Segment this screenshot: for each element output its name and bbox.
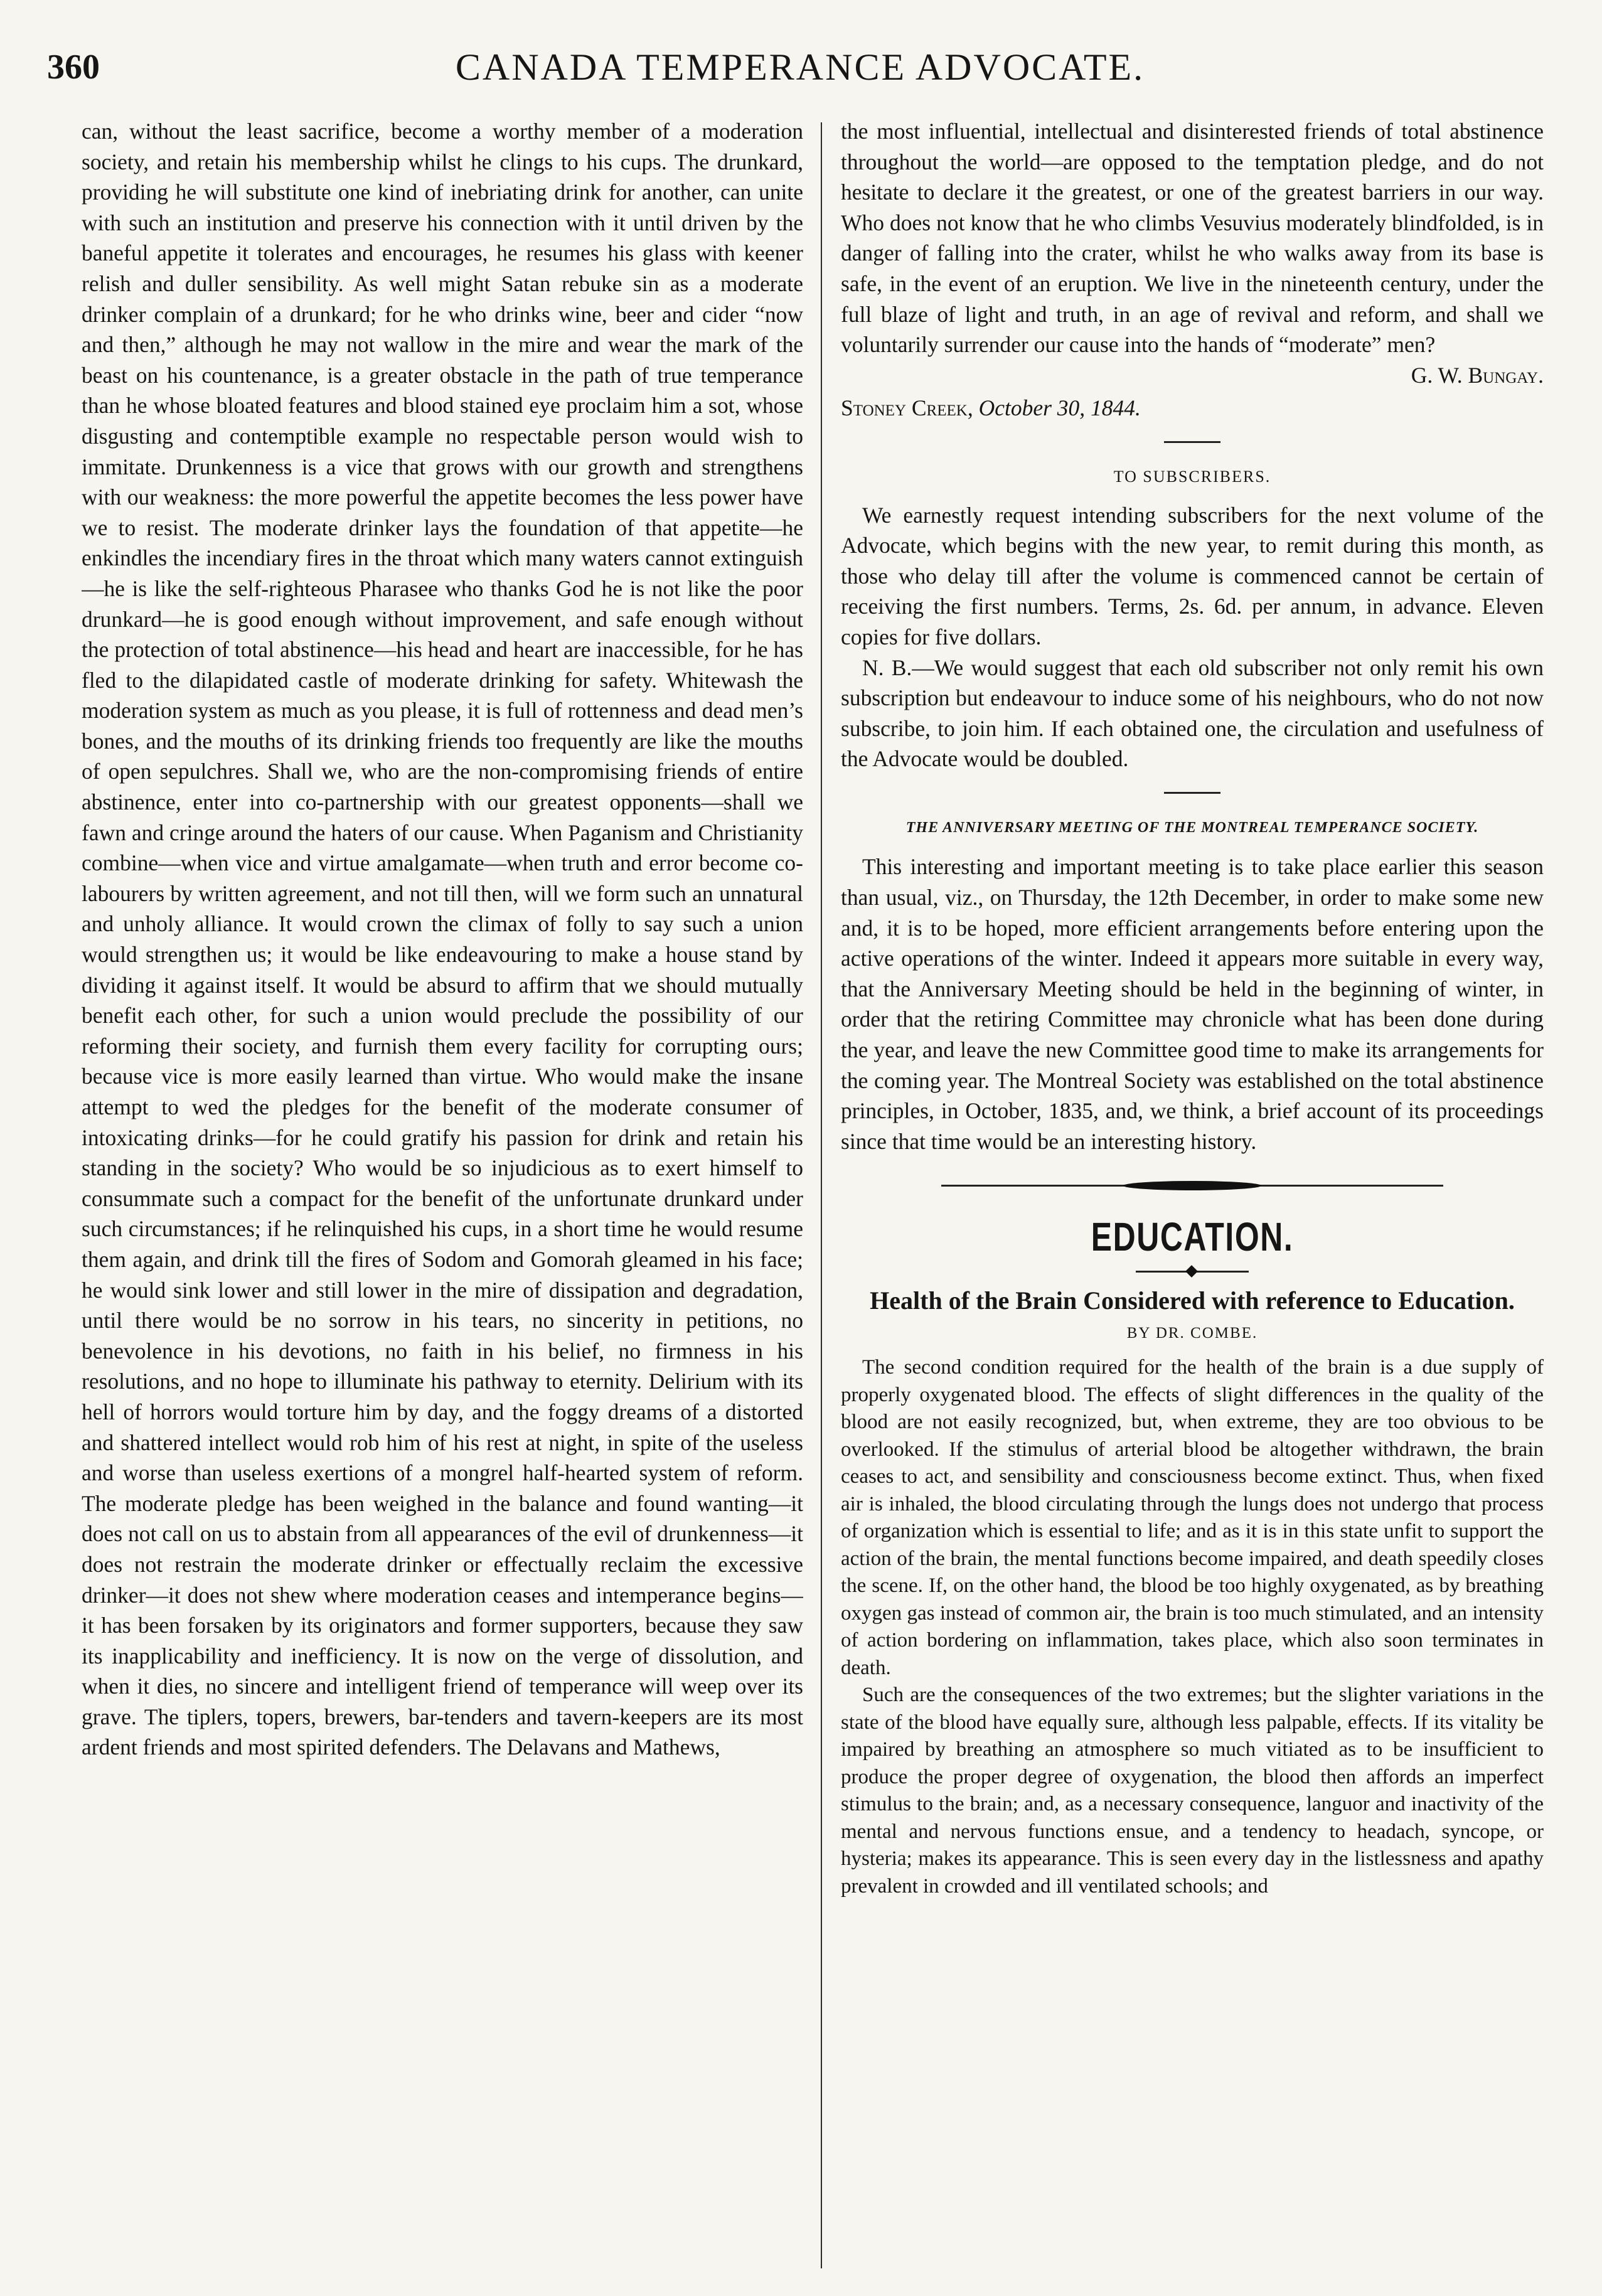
article-title: Health of the Brain Considered with reference to Education. — [870, 1286, 1515, 1315]
anniversary-heading: THE ANNIVERSARY MEETING OF THE MONTREAL TEMPERANCE SOCIETY. — [905, 819, 1479, 836]
article-continuation-paragraph: the most influential, intellectual and disinterested friends of total abstinence throughout the world—are opposed to the temptation pledge, and do not hesitate to declare it the greatest, or one of the greatest barriers in our way. Who does not know that he who climbs Vesuvius moderately blindfolded, is in danger of falling into the crater, whilst he who walks away from its base is safe, in the event of an eruption. We live in the nineteenth century, under the full blaze of light and truth, in an age of revival and reform, and shall we voluntarily surrender our cause into the hands of “moderate” men? — [841, 119, 1544, 358]
signature-line — [841, 360, 1544, 391]
subscribers-note-paragraph: N. B.—We would suggest that each old subscriber not only remit his own subscription but endeavour to induce some of his neighbours, who do not now subscribe, to join him. If each obtained one, the circulation and usefulness of the Advocate would be doubled. — [841, 654, 1544, 772]
page-number: 360 — [47, 48, 100, 87]
article-byline: BY DR. COMBE. — [1126, 1325, 1258, 1342]
column-divider — [821, 122, 822, 2268]
diamond-rule — [1136, 1264, 1249, 1278]
section-separator — [1164, 441, 1220, 443]
dateline — [841, 393, 1544, 424]
education-section-title: EDUCATION. — [1091, 1214, 1294, 1260]
subscribers-paragraph: We earnestly request intending subscribers for the next volume of the Advocate, which begins with the new year, to remit during this month, as those who delay till after the volume is commenced cannot be certain of receiving the first numbers. Terms, 2s. 6d. per annum, in advance. Eleven copies for five dollars. — [841, 502, 1544, 649]
education-paragraph: Such are the consequences of the two extremes; but the slighter variations in the state of the blood have equally sure, although less palpable, effects. If its vitality be impaired by breathing an atmosphere so much vitiated as to be insufficient to produce the proper degree of oxygenation, the blood then affords an imperfect stimulus to the brain; and, as a necessary consequence, languor and inactivity of the mental and nervous functions ensue, and a tendency to headach, syncope, or hysteria; makes its appearance. This is seen every day in the listlessness and apathy prevalent in crowded and ill ventilated schools; and — [841, 1684, 1544, 1898]
dateline-place: Stoney Creek, — [841, 395, 973, 421]
author-signature: G. W. Bungay. — [1411, 362, 1544, 388]
ornamental-rule — [841, 1177, 1544, 1195]
section-separator — [1164, 792, 1220, 794]
article-continuation-paragraph: can, without the least sacrifice, become a worthy member of a moderation society, and retain his membership whilst he clings to his cups. The drunkard, providing he will substitute one kind of inebriating drink for another, can unite with such an institution and preserve his connection with it until driven by the baneful appetite it tolerates and encourages, he resumes his glass with keener relish and duller sensibility. As well might Satan rebuke sin as a moderate drinker complain of a drunkard; for he who drinks wine, beer and cider “now and then,” although he may not wallow in the mire and wear the mark of the beast on his countenance, is a greater obstacle in the path of true temperance than he whose bloated features and blood stained eye proclaim him a sot, whose disgusting and contemptible example no respectable person would wish to immitate. Drunkenness is a vice that grows with our growth and strengthens with our weakness: the more powerful the appetite becomes the less power have we to resist. The moderate drinker lays the foundation of that appetite—he enkindles the incendiary fires in the throat which many waters cannot extinguish—he is like the self-righteous Pharasee who thanks God he is not like the poor drunkard—he is good enough without improvement, and safe enough without the protection of total abstinence—his head and heart are inaccessible, for he has fled to the dilapidated castle of moderate drinking for safety. Whitewash the moderation system as much as you please, it is full of rottenness and dead men’s bones, and the mouths of its drinking friends too frequently are like the mouths of open sepulchres. Shall we, who are the non-compromising friends of entire abstinence, enter into co-partnership with our greatest opponents—shall we fawn and cringe around the haters of our cause. When Paganism and Christianity combine—when vice and virtue amalgamate—when truth and error become co-labourers by written agreement, and not till then, will we form such an unnatural and unholy alliance. It would crown the climax of folly to say such a union would strengthen us; it would be like endeavouring to make a house stand by dividing it against itself. It would be absurd to affirm that we should mutually benefit each other, for such a union would preclude the possibility of our reforming their society, and furnish them every facility for corrupting ours; because vice is more easily learned than virtue. Who would make the insane attempt to wed the pledges for the benefit of the moderate consumer of intoxicating drinks—for he could gratify his passion for drink and retain his standing in the society? Who would be so injudicious as to exert himself to consummate such a compact for the benefit of the unfortunate drunkard under such circumstances; if he relinquished his cups, in a short time he would resume them again, and drink till the fires of Sodom and Gomorah gleamed in his face; he would sink lower and still lower in the mire of dissipation and degradation, until there would be no sorrow in his tears, no sincerity in petitions, no benevolence in his devotions, no faith in his belief, no firmness in his resolutions, and no hope to illuminate his pathway to eternity. Delirium with its hell of horrors would torture him by day, and the foggy dreams of a distorted and shattered intellect would rob him of his rest at night, in spite of the useless and worse than useless exertions of a mongrel half-hearted system of reform. The moderate pledge has been weighed in the balance and found wanting—it does not call on us to abstain from all appearances of the evil of drunkenness—it does not restrain the moderate drinker or effectually reclaim the excessive drinker—it does not shew where moderation ceases and intemperance begins—it has been forsaken by its originators and former supporters, because they saw its inapplicability and inefficiency. It is now on the verge of dissolution, and when it dies, no sincere and intelligent friend of temperance will weep over its grave. The tiplers, topers, brewers, bar-tenders and tavern-keepers are its most ardent friends and most spirited defenders. The Delavans and Mathews, — [82, 119, 803, 1760]
dateline-date: October 30, 1844. — [978, 395, 1141, 421]
education-paragraph: The second condition required for the health of the brain is a due supply of properly oxygenated blood. The effects of slight differences in the quality of the blood are not easily recognized, but, when extreme, they are too obvious to be overlooked. If the stimulus of arterial blood be altogether withdrawn, the brain ceases to act, and sensibility and consciousness become extinct. Thus, when fixed air is inhaled, the blood circulating through the lungs does not undergo that process of organization which is essential to life; and as it is in this state unfit to support the action of the brain, the mental functions become impaired, and death speedily closes the scene. If, on the other hand, the blood be too highly oxygenated, as by breathing oxygen gas instead of common air, the brain is too much stimulated, and an intensity of action bordering on inflammation, takes place, which also soon terminates in death. — [841, 1356, 1544, 1679]
right-column — [841, 116, 1544, 2275]
subscribers-heading: TO SUBSCRIBERS. — [1113, 467, 1271, 486]
running-title: CANADA TEMPERANCE ADVOCATE. — [455, 46, 1145, 88]
left-column — [82, 116, 803, 2275]
education-article-body — [841, 1354, 1544, 1900]
anniversary-paragraph: This interesting and important meeting is to take place earlier this season than usual, viz., on Thursday, the 12th December, in order to make some new and, it is to be hoped, more efficient arrangements before entering upon the active operations of the winter. Indeed it appears more suitable in every way, that the Anniversary Meeting should be held in the beginning of winter, in order that the retiring Committee may chronicle what has been done during the year, and leave the new Committee good time to make its arrangements for the coming year. The Montreal Society was established on the total abstinence principles, in October, 1835, and, we think, a brief account of its proceedings since that time would be an interesting history. — [841, 854, 1544, 1154]
page-header — [47, 35, 1553, 104]
